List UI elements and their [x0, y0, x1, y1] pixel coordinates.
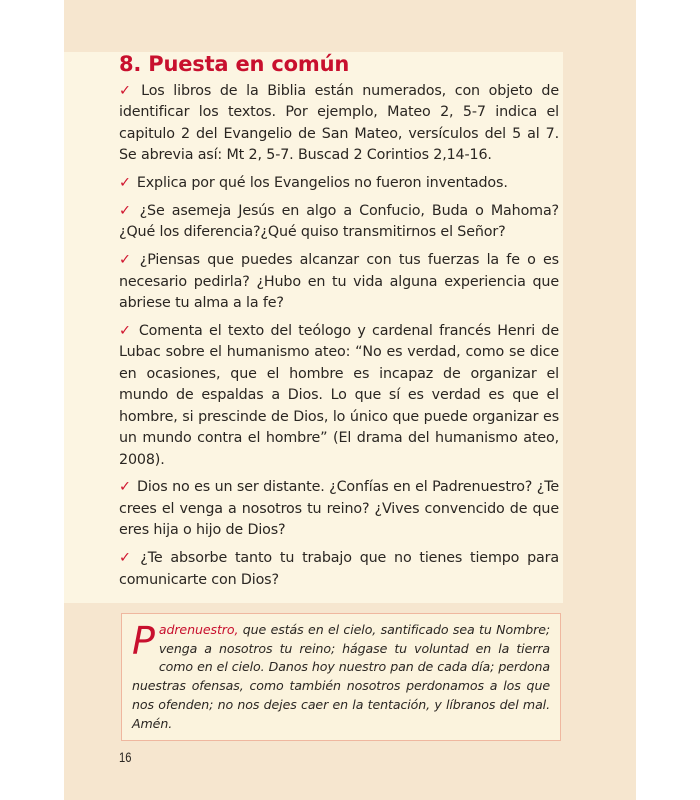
check-mark-icon: ✓: [119, 175, 131, 192]
check-mark-icon: ✓: [119, 203, 134, 220]
question-item: [119, 250, 559, 314]
question-list: [119, 81, 559, 597]
check-mark-icon: ✓: [119, 252, 134, 269]
question-item: [119, 548, 559, 591]
question-item: [119, 321, 559, 471]
prayer-body: que estás en el cielo, santificado sea tu Nombre; venga a nosotros tu reino; hágase tu voluntad en la tierra como en el cielo. Danos hoy nuestro pan de cada día; perdona nuestras ofensas, como también nosotros perdonamos a los que nos ofenden; no nos dejes caer en la tentación, y líbranos del mal. Amén.: [132, 622, 550, 731]
section-heading: 8. Puesta en común: [119, 52, 350, 76]
question-text: Dios no es un ser distante. ¿Confías en el Padrenuestro? ¿Te crees el venga a nosotros tu reino? ¿Vives convencido de que eres hija o hijo de Dios?: [119, 479, 559, 539]
question-item: [119, 477, 559, 541]
question-item: [119, 173, 559, 194]
prayer-box: [121, 613, 561, 741]
question-text: Explica por qué los Evangelios no fueron inventados.: [136, 175, 508, 192]
prayer-text: [132, 621, 550, 733]
question-text: ¿Te absorbe tanto tu trabajo que no tienes tiempo para comunicarte con Dios?: [119, 550, 559, 588]
question-text: ¿Se asemeja Jesús en algo a Confucio, Buda o Mahoma? ¿Qué los diferencia?¿Qué quiso transmitirnos el Señor?: [119, 203, 559, 241]
check-mark-icon: ✓: [119, 479, 131, 496]
check-mark-icon: ✓: [119, 323, 133, 340]
check-mark-icon: ✓: [119, 550, 135, 567]
check-mark-icon: ✓: [119, 83, 136, 99]
question-text: Los libros de la Biblia están numerados, con objeto de identificar los textos. Por ejemplo, Mateo 2, 5-7 indica el capitulo 2 del Evangelio de San Mateo, versículos del 5 al 7. Se abrevia así: Mt 2, 5-7. Buscad 2 Corintios 2,14-16.: [119, 83, 559, 164]
drop-cap: P: [132, 619, 155, 663]
prayer-first-word: adrenuestro,: [158, 622, 239, 637]
question-item: [119, 81, 559, 167]
question-text: ¿Piensas que puedes alcanzar con tus fuerzas la fe o es necesario pedirla? ¿Hubo en tu vida alguna experiencia que abriese tu alma a la fe?: [119, 252, 559, 312]
question-item: [119, 201, 559, 244]
book-page: [64, 0, 636, 800]
page-number: 16: [119, 749, 132, 765]
question-text: Comenta el texto del teólogo y cardenal francés Henri de Lubac sobre el humanismo ateo: “No es verdad, como se dice en ocasiones, que el hombre es incapaz de organizar el mundo de espaldas a Dios. Lo que sí es verdad es que el hombre, si prescinde de Dios, lo único que puede organizar es un mundo contra el hombre” (El drama del humanismo ateo, 2008).: [119, 323, 559, 468]
